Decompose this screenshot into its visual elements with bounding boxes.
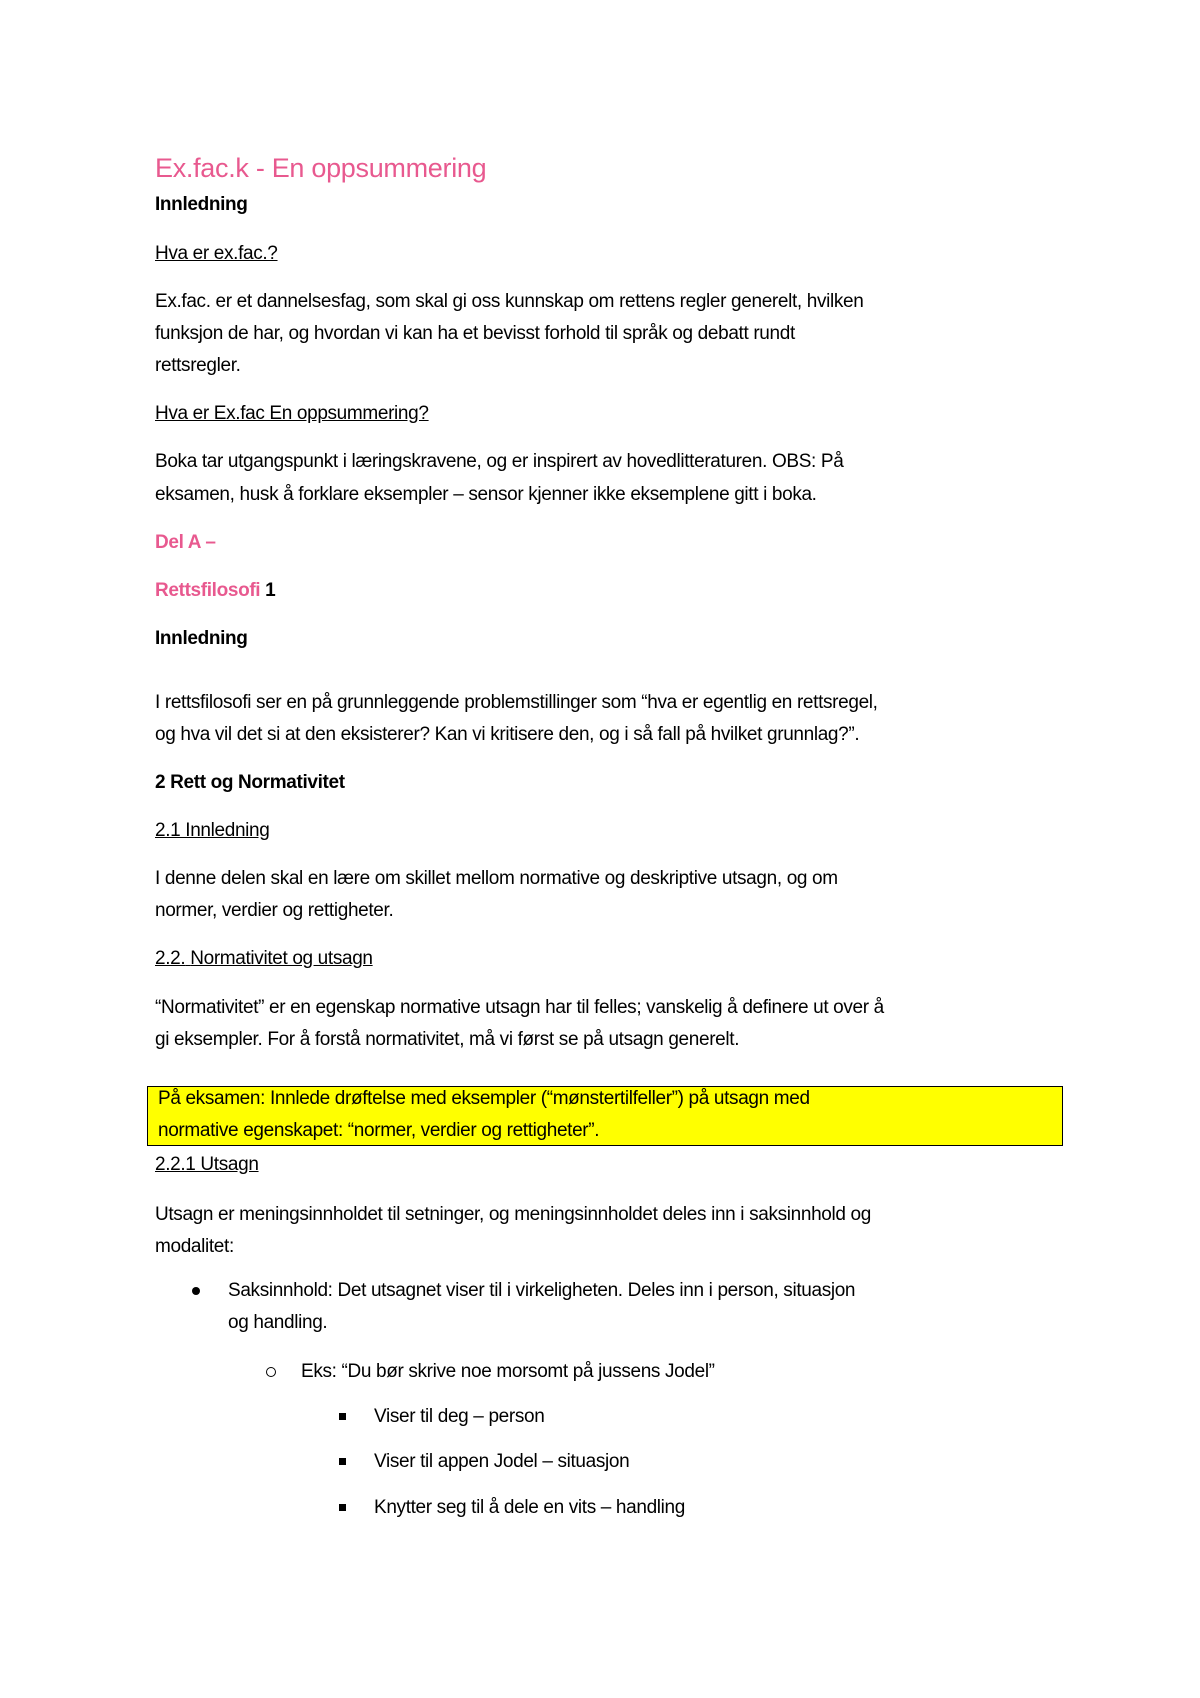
list-item: Knytter seg til å dele en vits – handling: [374, 1497, 685, 1518]
list-item-continued: og handling.: [228, 1312, 328, 1333]
square-bullet-icon: [339, 1504, 346, 1511]
paragraph-line: “Normativitet” er en egenskap normative utsagn har til felles; vanskelig å definere ut over å: [155, 997, 884, 1018]
heading-2-2: [155, 947, 373, 971]
list-item: Viser til deg – person: [374, 1406, 545, 1427]
paragraph-line: Utsagn er meningsinnholdet til setninger, og meningsinnholdet deles inn i saksinnhold og: [155, 1204, 871, 1225]
heading-innledning-2: Innledning: [155, 628, 248, 649]
heading-del-a: Del A –: [155, 532, 216, 553]
square-bullet-icon: [339, 1413, 346, 1420]
highlight-line: normative egenskapet: “normer, verdier og rettigheter”.: [158, 1120, 600, 1141]
paragraph-line: I rettsfilosofi ser en på grunnleggende problemstillinger som “hva er egentlig en rettsregel,: [155, 692, 878, 713]
heading-rett-og-normativitet: 2 Rett og Normativitet: [155, 772, 345, 793]
rettsfilosofi-label: Rettsfilosofi: [155, 580, 261, 601]
heading-2-2-1: 2.2.1 Utsagn: [155, 1154, 259, 1175]
bullet-icon: [192, 1287, 200, 1295]
paragraph-line: gi eksempler. For å forstå normativitet, må vi først se på utsagn generelt.: [155, 1029, 740, 1050]
circle-bullet-icon: [266, 1367, 276, 1377]
list-item: Eks: “Du bør skrive noe morsomt på jussens Jodel”: [301, 1361, 715, 1382]
paragraph-line: funksjon de har, og hvordan vi kan ha et bevisst forhold til språk og debatt rundt: [155, 323, 795, 344]
paragraph-line: eksamen, husk å forklare eksempler – sensor kjenner ikke eksemplene gitt i boka.: [155, 484, 817, 505]
heading-2-1: 2.1 Innledning: [155, 820, 270, 841]
square-bullet-icon: [339, 1458, 346, 1465]
paragraph-line: modalitet:: [155, 1236, 234, 1257]
paragraph-line: rettsregler.: [155, 355, 241, 376]
rettsfilosofi-number: 1: [265, 580, 276, 601]
subheading-hva-er-oppsummering: Hva er Ex.fac En oppsummering?: [155, 403, 429, 424]
heading-rettsfilosofi: [155, 579, 275, 603]
highlight-line: På eksamen: Innlede drøftelse med eksempler (“mønstertilfeller”) på utsagn med: [158, 1088, 810, 1109]
paragraph-line: Boka tar utgangspunkt i læringskravene, og er inspirert av hovedlitteraturen. OBS: På: [155, 451, 844, 472]
heading-2-2-number: 2.2.: [155, 948, 186, 969]
document-title: Ex.fac.k - En oppsummering: [155, 153, 487, 183]
heading-innledning: Innledning: [155, 194, 248, 215]
paragraph-line: Ex.fac. er et dannelsesfag, som skal gi oss kunnskap om rettens regler generelt, hvilken: [155, 291, 864, 312]
subheading-hva-er-exfac: Hva er ex.fac.?: [155, 243, 278, 264]
heading-2-2-text: Normativitet og utsagn: [190, 948, 373, 969]
list-item: Viser til appen Jodel – situasjon: [374, 1451, 630, 1472]
paragraph-line: I denne delen skal en lære om skillet mellom normative og deskriptive utsagn, og om: [155, 868, 838, 889]
paragraph-line: normer, verdier og rettigheter.: [155, 900, 394, 921]
list-item: Saksinnhold: Det utsagnet viser til i virkeligheten. Deles inn i person, situasjon: [228, 1280, 856, 1301]
paragraph-line: og hva vil det si at den eksisterer? Kan vi kritisere den, og i så fall på hvilket grunnlag?”.: [155, 724, 860, 745]
